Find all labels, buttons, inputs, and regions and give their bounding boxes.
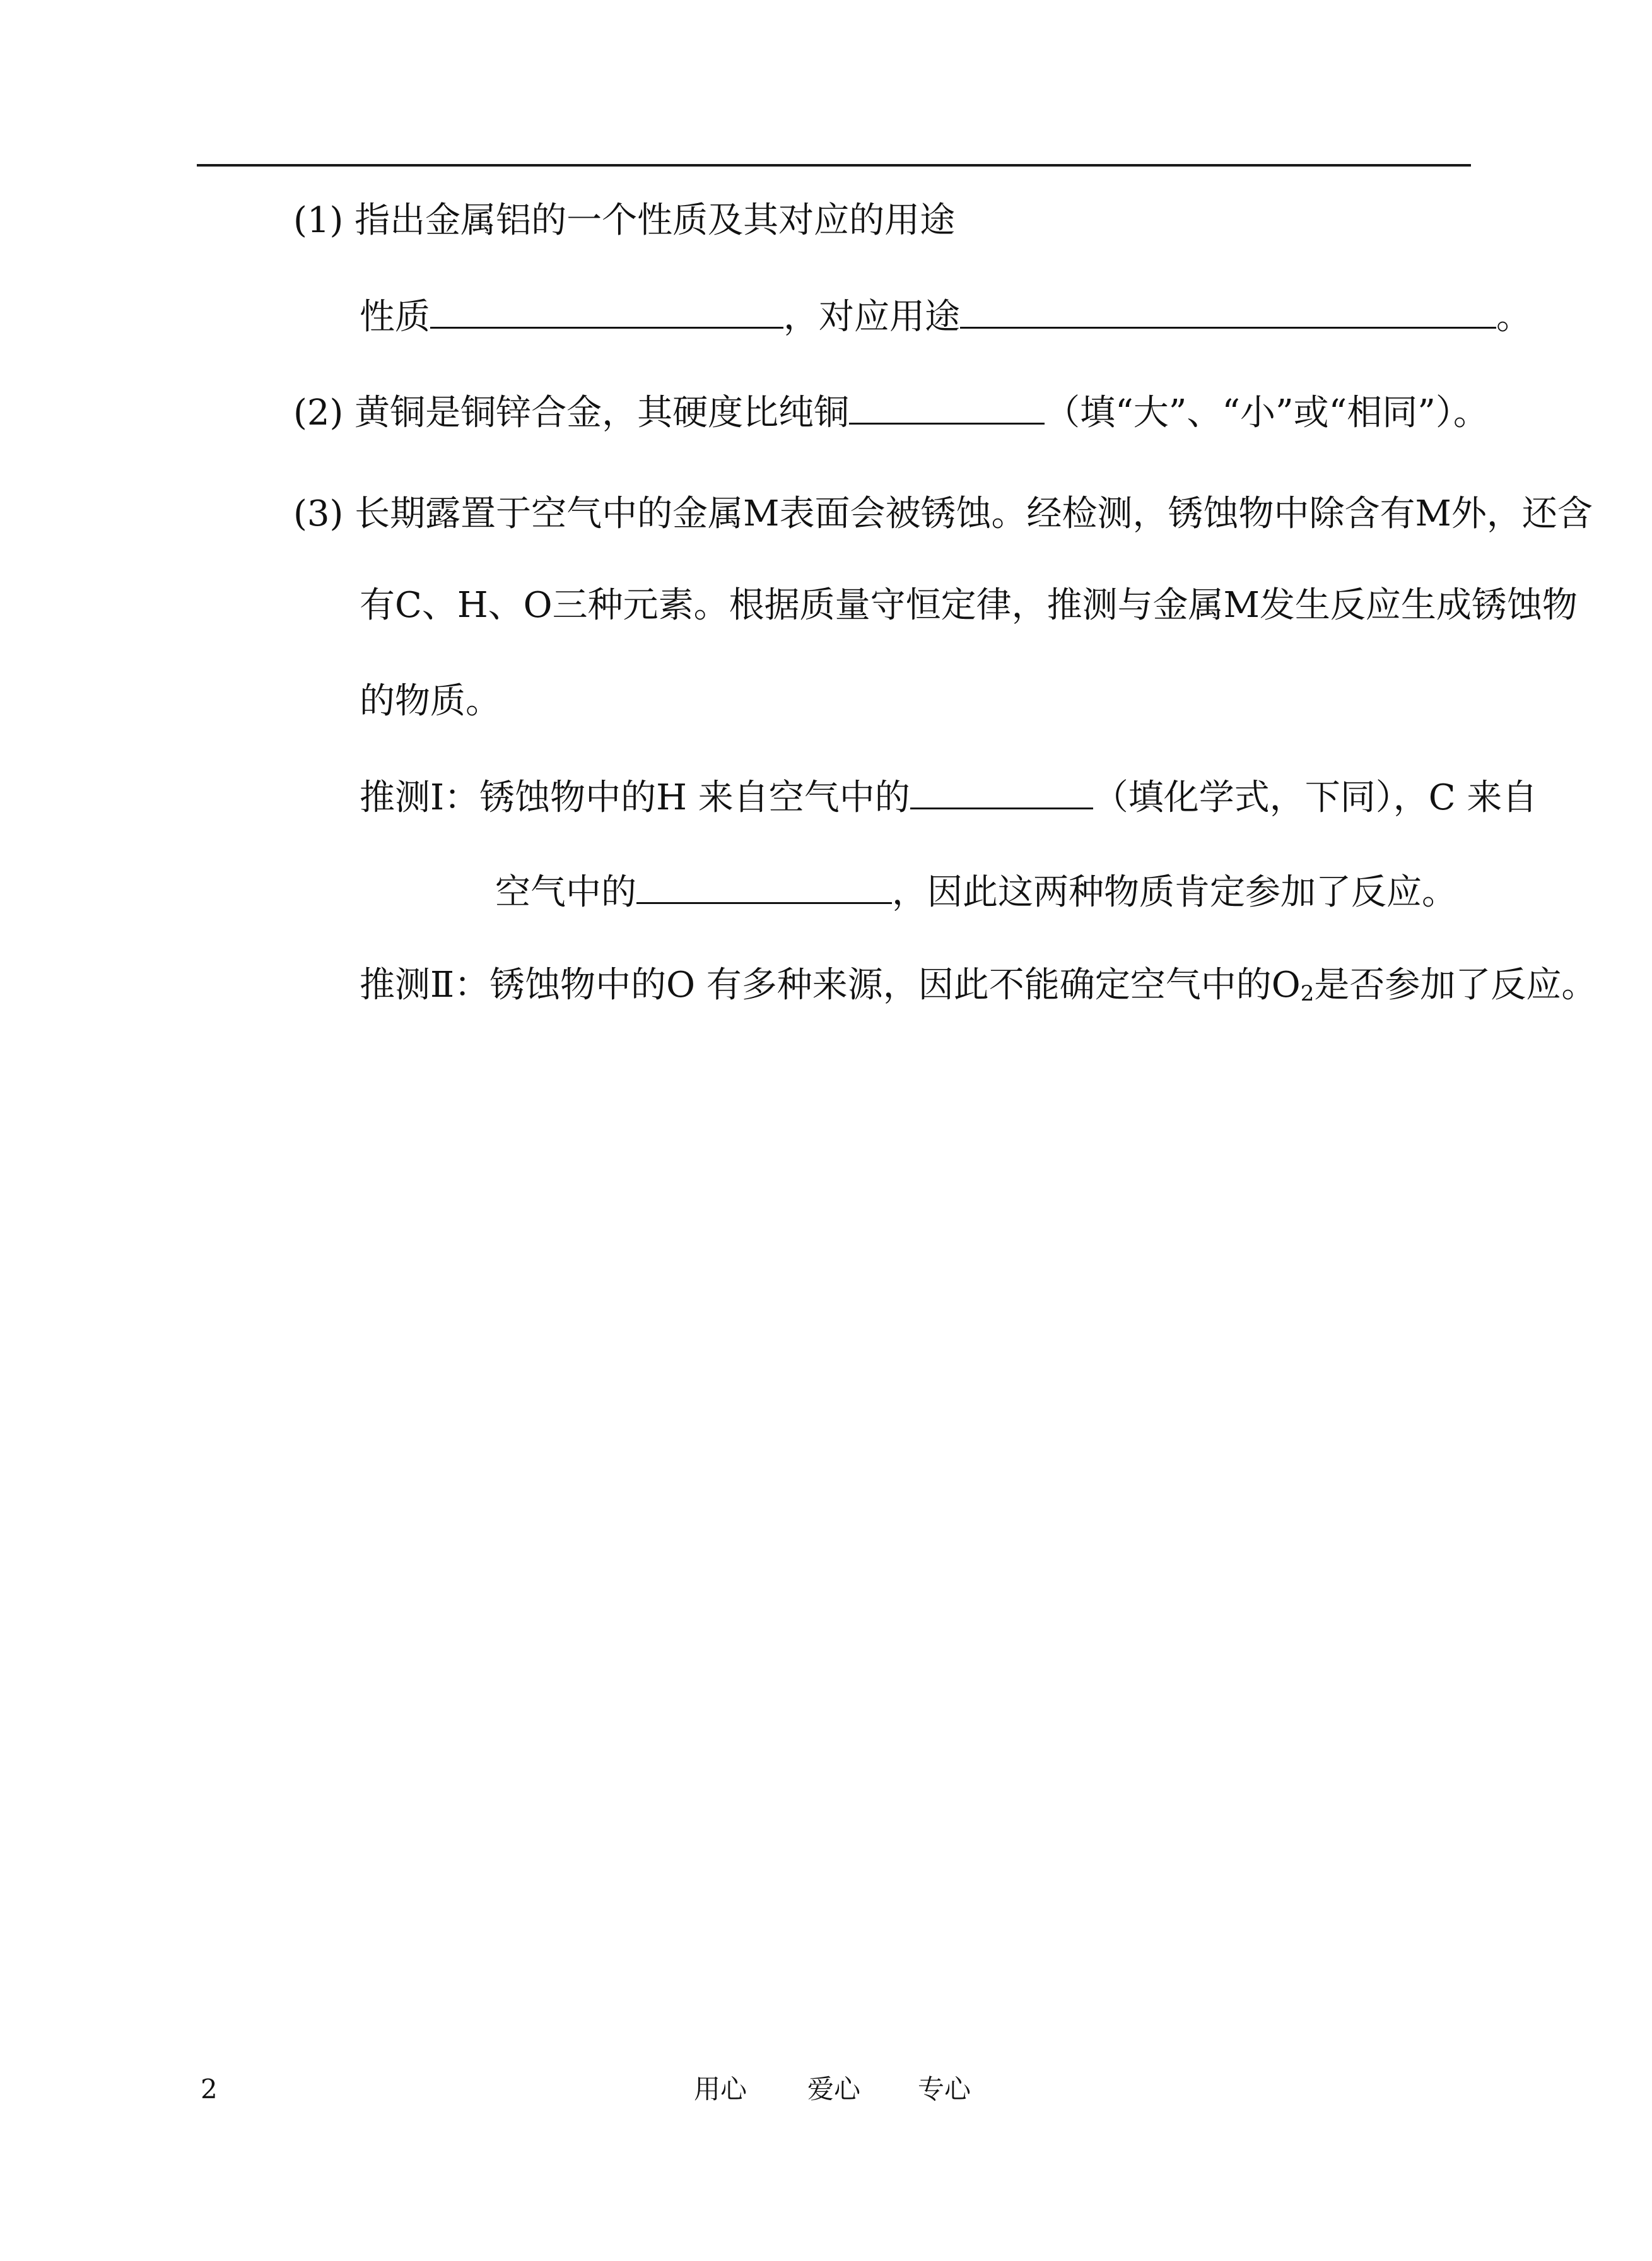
guess1-text-d: ，因此这两种物质肯定参加了反应。 [892,872,1457,913]
header-rule [197,164,1471,167]
q3-text-2: 有C、H、O三种元素。根据质量守恒定律，推测与金属M发生反应生成锈蚀物 [360,585,1578,626]
guess1-line-1 [360,771,1537,823]
q2-line [293,386,1489,438]
guess1-label: 推测Ⅰ： [360,777,480,818]
q3-line-2 [360,580,1578,631]
guess2-label: 推测Ⅱ： [360,965,490,1006]
guess1-text-a: 锈蚀物中的H 来自空气中的 [479,777,910,818]
guess1-text-b: （填化学式，下同），C 来自 [1093,777,1538,818]
q2-blank[interactable] [849,386,1045,425]
q1-number: (1) [293,200,344,241]
guess2-text-a: 锈蚀物中的O 有多种来源，因此不能确定空气中的O [489,965,1301,1006]
q2-prompt: 黄铜是铜锌合金，其硬度比纯铜 [354,392,850,433]
q1-answer-line [360,290,1532,343]
page-number: 2 [201,2074,218,2105]
q1-property-label: 性质 [360,297,430,338]
q3-line-3 [360,676,501,727]
guess1-h-source-blank[interactable] [910,771,1093,809]
q3-text-1: 长期露置于空气中的金属M表面会被锈蚀。经检测，锈蚀物中除含有M外，还含 [354,493,1593,534]
q3-text-3: 的物质。 [360,681,501,722]
q1-property-blank[interactable] [430,290,783,329]
q3-number: (3) [293,493,344,534]
footer-motto-3: 专心 [918,2074,971,2105]
guess1-line-2 [495,866,1457,918]
q1-end-mark: 。 [1496,297,1532,338]
guess1-c-source-blank[interactable] [636,866,892,904]
q2-number: (2) [293,392,344,433]
q1-prompt: 指出金属铝的一个性质及其对应的用途 [354,200,956,241]
guess2-text-b: 是否参加了反应。 [1314,965,1597,1006]
q1-prompt-line [293,196,955,246]
guess2-line [360,960,1596,1011]
guess2-subscript: 2 [1300,981,1315,1006]
q1-use-blank[interactable] [960,290,1496,329]
q1-use-label: ，对应用途 [783,297,960,338]
q2-hint: （填“大”、“小”或“相同”）。 [1045,392,1489,433]
q3-line-1 [293,489,1593,539]
guess1-text-c: 空气中的 [495,872,636,913]
footer-motto-2: 爱心 [807,2074,861,2105]
footer-motto-1: 用心 [694,2074,747,2105]
